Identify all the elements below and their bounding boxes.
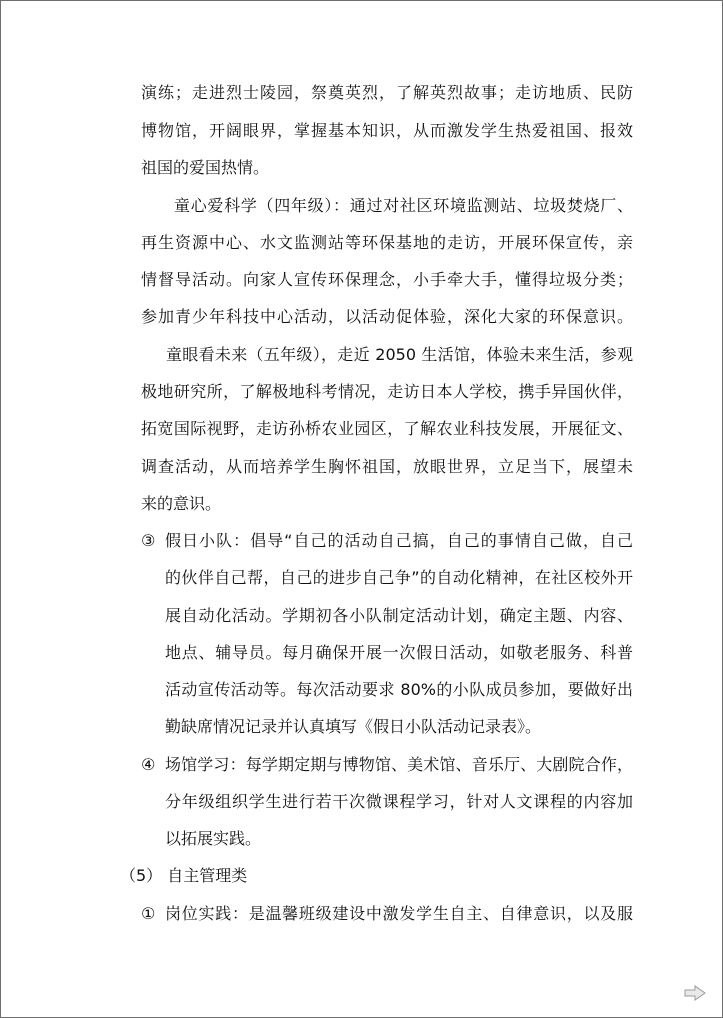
paragraph-line: 来的意识。 [141,494,222,513]
paragraph-line: 拓宽国际视野，走访孙桥农业园区，了解农业科技发展，开展征文、 [141,419,633,438]
paragraph-line: 活动宣传活动等。每次活动要求 80%的小队成员参加，要做好出 [165,680,633,699]
paragraph-line: 参加青少年科技中心活动，以活动促体验，深化大家的环保意识。 [141,307,633,326]
paragraph-line: 调查活动，从而培养学生胸怀祖国，放眼世界，立足当下，展望未 [141,457,633,476]
paragraph-line: 以拓展实践。 [165,829,262,848]
list-marker-1: ① [141,904,156,923]
list-marker-3: ③ [141,531,156,550]
next-page-arrow-icon[interactable] [684,985,706,1001]
paragraph-line: 分年级组织学生进行若干次微课程学习，针对人文课程的内容加 [165,792,633,811]
paragraph-line: 场馆学习：每学期定期与博物馆、美术馆、音乐厅、大剧院合作， [165,755,633,774]
paragraph-line: 岗位实践：是温馨班级建设中激发学生自主、自律意识，以及服 [165,904,633,923]
paragraph-line: 祖国的爱国热情。 [141,158,270,177]
paragraph-line: 再生资源中心、水文监测站等环保基地的走访，开展环保宣传，亲 [141,233,633,252]
paragraph-line: 童眼看未来（五年级），走近 2050 生活馆，体验未来生活，参观 [166,345,633,364]
paragraph-line: 地点、辅导员。每月确保开展一次假日活动，如敬老服务、科普 [165,643,633,662]
paragraph-line: 博物馆，开阔眼界，掌握基本知识，从而激发学生热爱祖国、报效 [141,121,633,140]
paragraph-line: 演练；走进烈士陵园，祭奠英烈，了解英烈故事；走访地质、民防 [141,83,633,102]
paragraph-line: 勤缺席情况记录并认真填写《假日小队活动记录表》。 [165,717,542,736]
paragraph-line: 极地研究所，了解极地科考情况，走访日本人学校，携手异国伙伴， [141,382,633,401]
paragraph-line: 的伙伴自己帮，自己的进步自己争”的自动化精神，在社区校外开 [165,568,633,587]
paragraph-line: 展自动化活动。学期初各小队制定活动计划，确定主题、内容、 [165,606,633,625]
paragraph-line: 假日小队：倡导“自己的活动自己搞，自己的事情自己做，自己 [165,531,633,550]
section-heading: （5） 自主管理类 [120,866,248,885]
list-marker-4: ④ [141,755,156,774]
paragraph-line: 情督导活动。向家人宣传环保理念，小手牵大手，懂得垃圾分类； [141,270,633,289]
paragraph-line: 童心爱科学（四年级）：通过对社区环境监测站、垃圾焚烧厂、 [174,196,633,215]
